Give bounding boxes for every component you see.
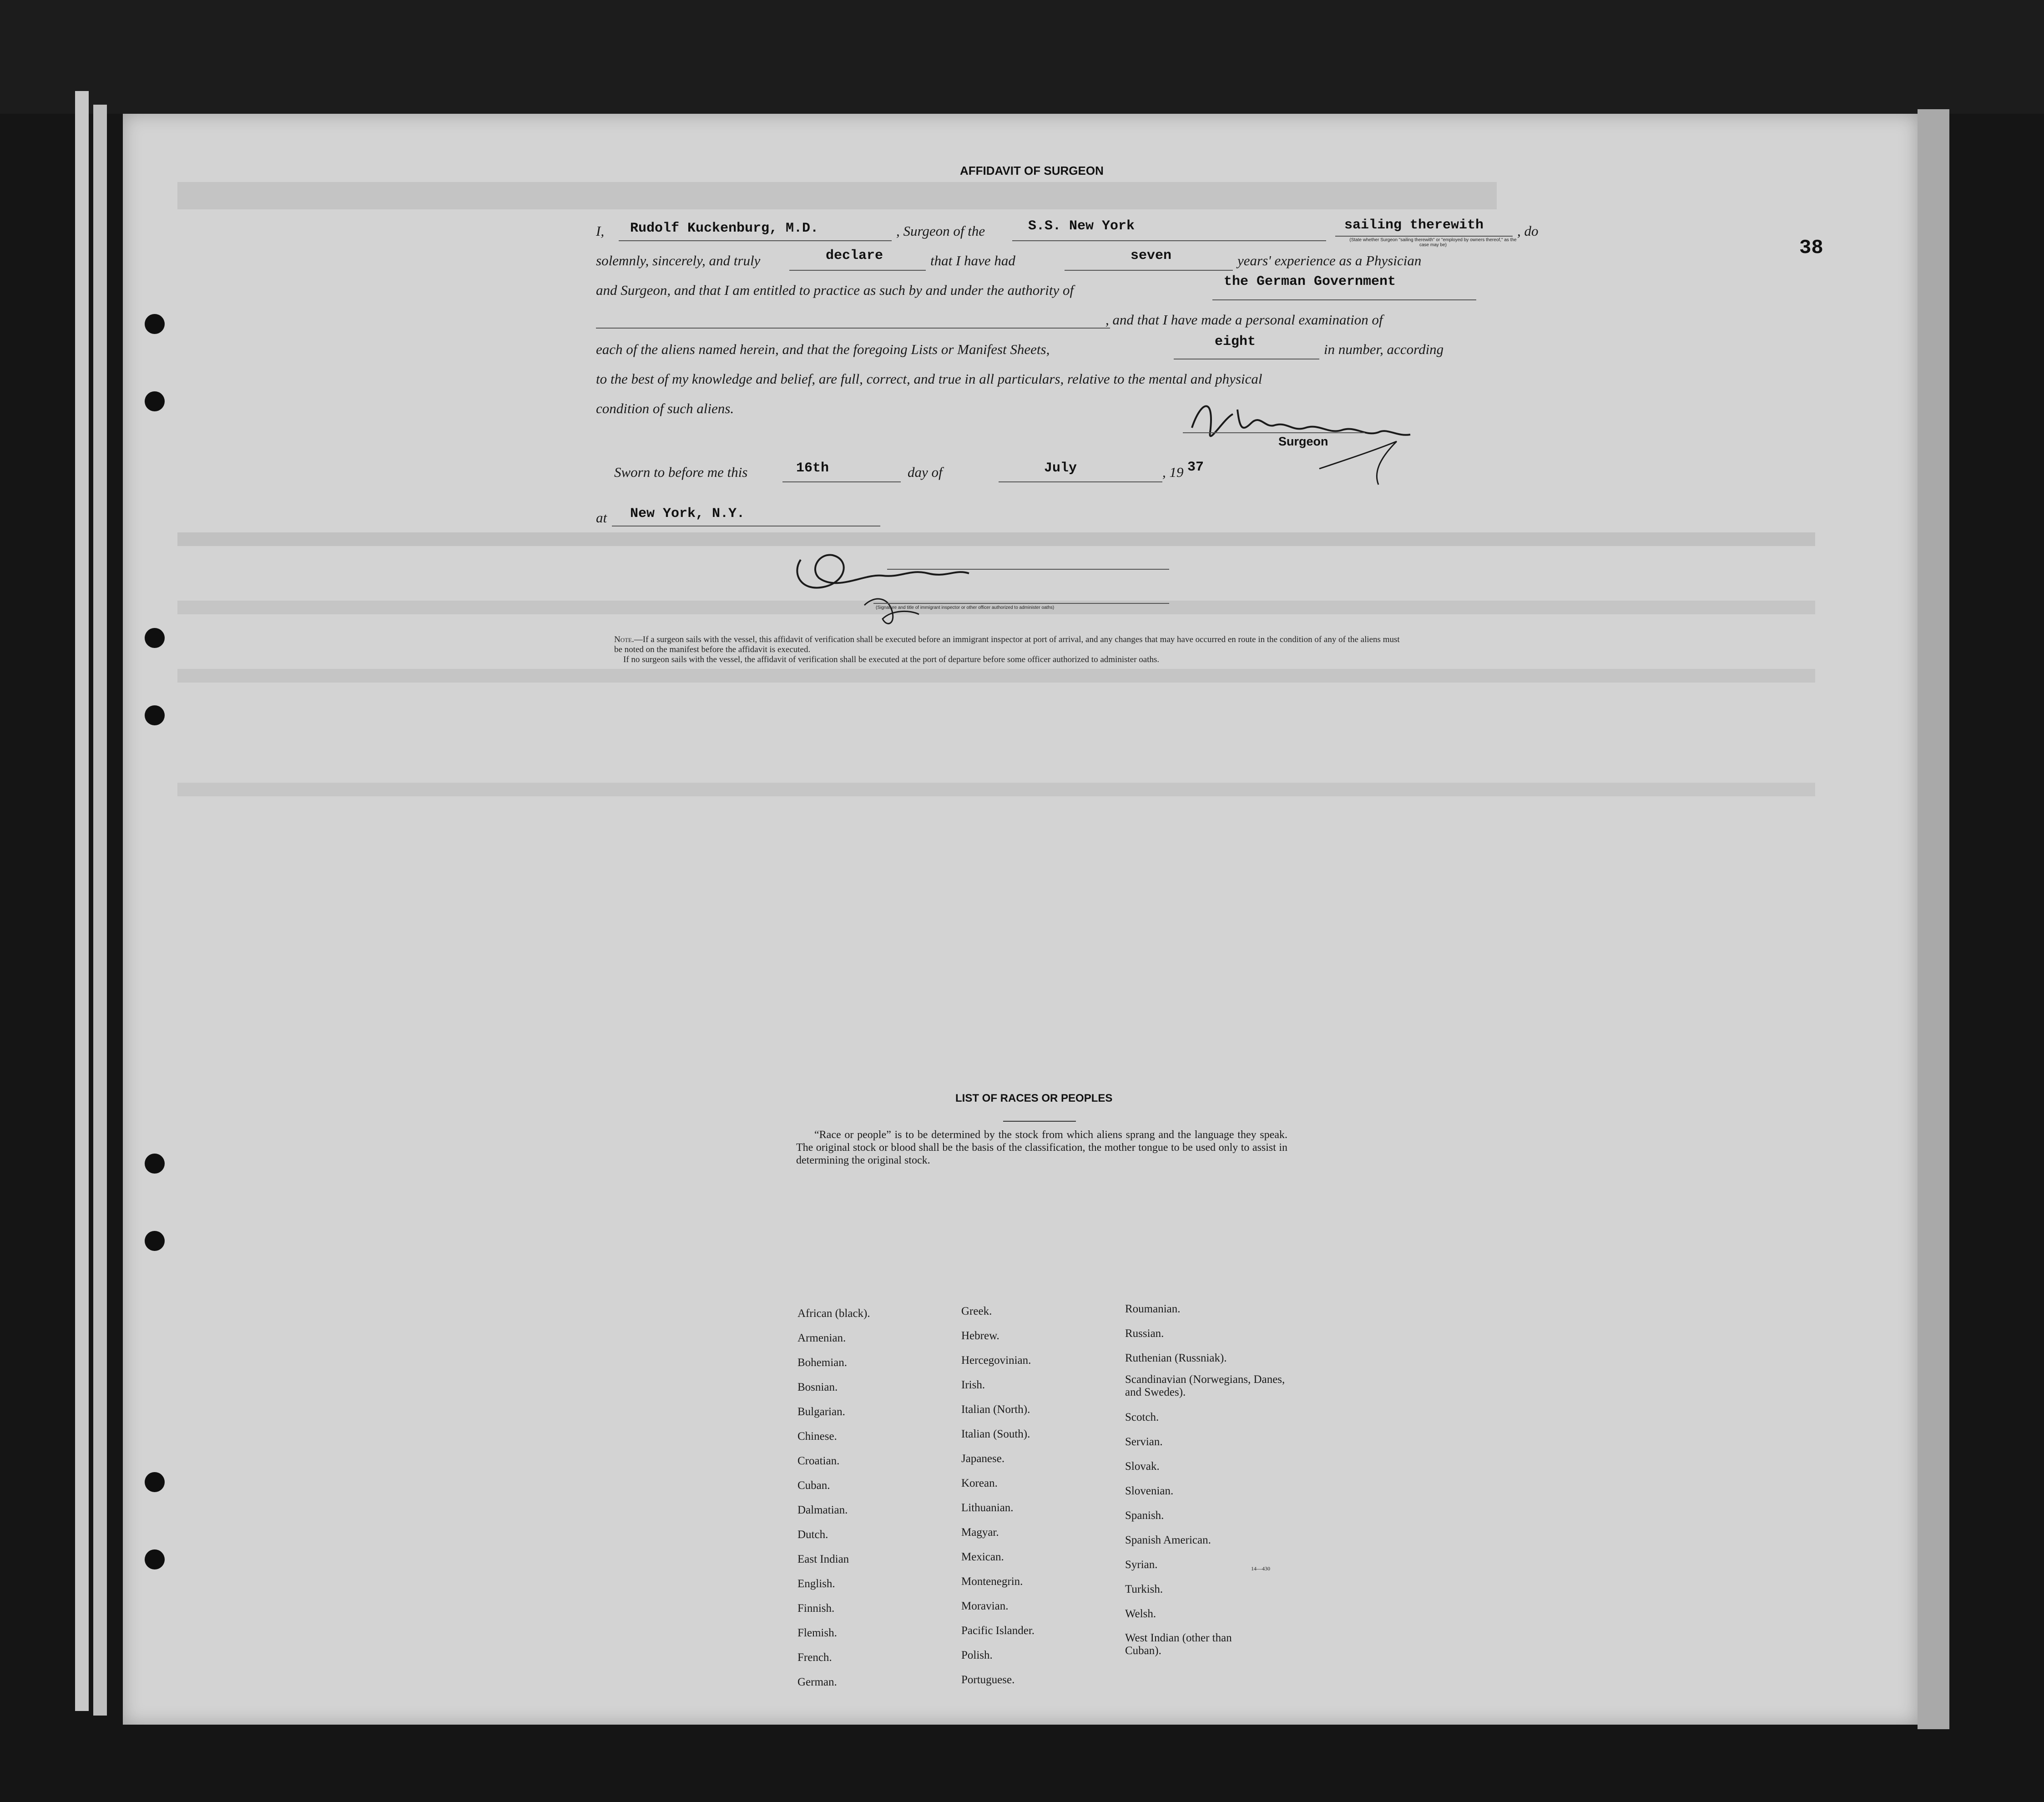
race-item: Slovak. [1125, 1460, 1160, 1473]
affidavit-line2-tail: years' experience as a Physician [1237, 253, 1422, 268]
race-item: Montenegrin. [961, 1575, 1023, 1588]
race-item: Spanish. [1125, 1509, 1164, 1522]
affidavit-line7: condition of such aliens. [596, 400, 734, 416]
binder-hole [145, 1231, 165, 1251]
race-item: Mexican. [961, 1551, 1004, 1563]
race-item: Lithuanian. [961, 1502, 1014, 1514]
race-item: German. [797, 1676, 837, 1688]
race-item: Syrian. [1125, 1559, 1158, 1571]
document-page [123, 114, 1918, 1725]
affidavit-line2-mid: that I have had [930, 253, 1015, 268]
races-heading: LIST OF RACES OR PEOPLES [955, 1092, 1113, 1104]
day-underline [782, 481, 901, 482]
page-edge-left [75, 91, 89, 1711]
affidavit-line4-tail: , and that I have made a personal examination of [1105, 312, 1383, 328]
race-item: Hercegovinian. [961, 1354, 1031, 1367]
race-item: Welsh. [1125, 1608, 1156, 1620]
race-item: Dutch. [797, 1529, 828, 1541]
authority-underline [1212, 299, 1476, 300]
affidavit-line3-lead: and Surgeon, and that I am entitled to practice as such by and under the authority of [596, 282, 1074, 298]
affidavit-line5-lead: each of the aliens named herein, and that the foregoing Lists or Manifest Sheets, [596, 341, 1050, 357]
race-item: Armenian. [797, 1332, 846, 1344]
sworn-year-prefix: , 19 [1162, 464, 1184, 480]
race-item: Portuguese. [961, 1674, 1015, 1686]
surgeon-signature-line [1183, 432, 1365, 433]
races-column-2 [961, 1299, 1035, 1692]
race-item: Servian. [1125, 1436, 1163, 1448]
race-item: Slovenian. [1125, 1485, 1174, 1497]
race-item: Cuban. [797, 1479, 830, 1492]
affidavit-line5-tail: in number, according [1324, 341, 1444, 357]
race-item: Irish. [961, 1379, 985, 1391]
binder-hole [145, 1549, 165, 1569]
race-item: Finnish. [797, 1602, 835, 1615]
affidavit-line6: to the best of my knowledge and belief, are full, correct, and true in all particulars, relative to the mental and physical [596, 371, 1262, 387]
month-underline [999, 481, 1162, 482]
sworn-day-field: 16th [796, 461, 829, 476]
form-number: 14—430 [1251, 1565, 1270, 1572]
race-item: Bulgarian. [797, 1406, 845, 1418]
surgeon-capacity-field: sailing therewith [1344, 218, 1484, 233]
at-label: at [596, 510, 607, 526]
scan-background [0, 0, 2044, 114]
race-item: Greek. [961, 1305, 992, 1317]
sworn-month-field: July [1044, 461, 1077, 476]
race-item: Flemish. [797, 1627, 837, 1639]
inspector-signature-line-1 [887, 569, 1169, 570]
bleed-through-ghost [177, 783, 1815, 796]
race-item: Italian (North). [961, 1403, 1030, 1416]
sworn-lead: Sworn to before me this [614, 464, 748, 480]
races-column-1 [797, 1301, 870, 1695]
note-text-2: If no surgeon sails with the vessel, the affidavit of verification shall be executed at the port of departure before some officer authorized to administer oaths. [623, 655, 1160, 664]
binder-hole [145, 705, 165, 725]
bleed-through-ghost [177, 669, 1815, 683]
affidavit-line1-mid: , Surgeon of the [896, 223, 985, 239]
race-item: Japanese. [961, 1453, 1005, 1465]
race-item: Bohemian. [797, 1357, 848, 1369]
race-item: Italian (South). [961, 1428, 1030, 1440]
race-item: English. [797, 1578, 835, 1590]
affidavit-note [614, 635, 1406, 665]
surgeon-name-field: Rudolf Kuckenburg, M.D. [630, 221, 819, 236]
years-underline [1065, 270, 1233, 271]
race-item: Scotch. [1125, 1411, 1159, 1423]
races-column-3 [1125, 1297, 1289, 1657]
affidavit-heading: AFFIDAVIT OF SURGEON [960, 164, 1104, 177]
bleed-through-ghost [177, 182, 1497, 209]
races-intro: “Race or people” is to be determined by the stock from which aliens sprang and the language they speak. The original stock or blood shall be the basis of the classification, the mother tongue to be used only to assist in determining the original stock. [796, 1129, 1287, 1166]
affidavit-line1-tail: , do [1517, 223, 1539, 239]
race-item: Polish. [961, 1649, 993, 1661]
binder-hole [145, 628, 165, 648]
race-item: Roumanian. [1125, 1303, 1181, 1315]
race-item: Chinese. [797, 1430, 837, 1443]
authority-continuation-line [596, 328, 1110, 329]
affidavit-line2-lead: solemnly, sincerely, and truly [596, 253, 761, 268]
race-item: Hebrew. [961, 1330, 999, 1342]
binder-hole [145, 391, 165, 411]
race-item: Croatian. [797, 1455, 840, 1467]
sheet-number: 38 [1799, 237, 1823, 259]
race-item: Russian. [1125, 1327, 1164, 1340]
race-item: Ruthenian (Russniak). [1125, 1352, 1227, 1364]
sworn-year-field: 37 [1187, 460, 1204, 475]
binder-hole [145, 314, 165, 334]
note-label: Note. [614, 635, 634, 644]
race-item: Turkish. [1125, 1583, 1163, 1595]
inspector-caption: (Signature and title of immigrant inspector or other officer authorized to administer oaths) [876, 605, 1055, 610]
race-item: Bosnian. [797, 1381, 838, 1393]
race-item: Magyar. [961, 1526, 999, 1539]
ship-underline [1012, 240, 1326, 241]
race-item: Scandinavian (Norwegians, Danes, and Swedes). [1125, 1373, 1285, 1398]
race-item: Korean. [961, 1477, 998, 1489]
inspector-signature [782, 532, 1037, 633]
declare-field: declare [826, 248, 883, 263]
inspector-signature-line-2 [873, 603, 1169, 604]
race-item: Dalmatian. [797, 1504, 848, 1516]
note-text: —If a surgeon sails with the vessel, this affidavit of verification shall be executed before an immigrant inspector at port of arrival, and any changes that may have occurred en route in the condition of any of the aliens must be noted on the manifest before the affidavit is executed. [614, 635, 1400, 654]
races-heading-rule [1003, 1121, 1076, 1122]
binder-hole [145, 1154, 165, 1174]
page-edge-left-2 [93, 105, 107, 1716]
capacity-note: (State whether Surgeon "sailing therewith" or "employed by owners thereof," as the case may be) [1349, 238, 1517, 248]
years-experience-field: seven [1131, 248, 1172, 263]
page-edge-right [1918, 109, 1949, 1729]
name-underline [619, 240, 892, 241]
sworn-day-of: day of [908, 464, 943, 480]
verb-underline [789, 270, 926, 271]
authority-field: the German Government [1224, 274, 1396, 289]
surgeon-label: Surgeon [1278, 435, 1328, 448]
race-item: East Indian [797, 1553, 849, 1565]
race-item: Moravian. [961, 1600, 1009, 1612]
race-item: Spanish American. [1125, 1534, 1211, 1546]
place-field: New York, N.Y. [630, 506, 745, 521]
race-item: West Indian (other than Cuban). [1125, 1632, 1232, 1657]
race-item: French. [797, 1651, 832, 1664]
race-item: African (black). [797, 1307, 870, 1320]
capacity-underline [1335, 236, 1513, 237]
binder-hole [145, 1472, 165, 1492]
ship-name-field: S.S. New York [1028, 218, 1135, 234]
sheet-count-field: eight [1215, 334, 1256, 349]
race-item: Pacific Islander. [961, 1625, 1035, 1637]
affidavit-line1-lead: I, [596, 223, 605, 239]
